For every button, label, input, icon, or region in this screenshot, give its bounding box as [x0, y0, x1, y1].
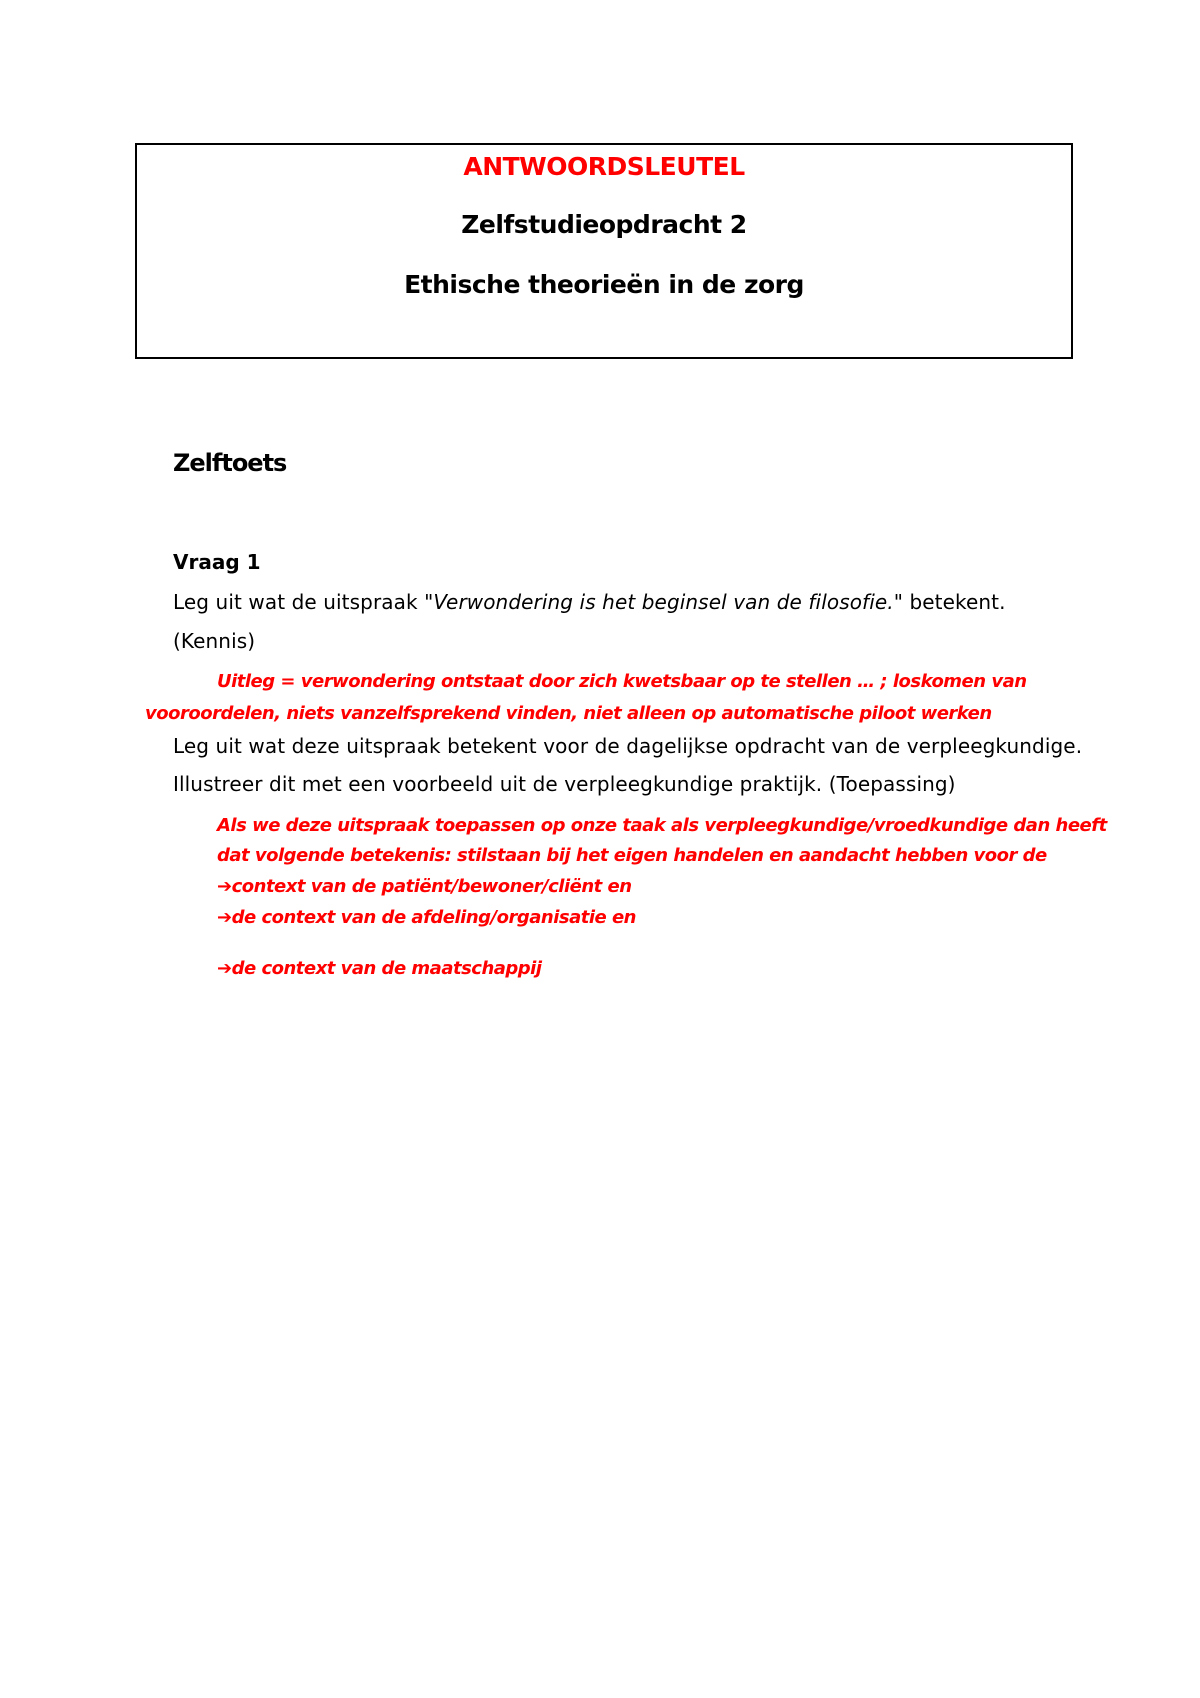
question-line-1-prefix: Leg uit wat de uitspraak — [173, 590, 425, 614]
question-line-1 — [173, 590, 1006, 614]
assignment-title: Zelfstudieopdracht 2 — [461, 210, 747, 239]
answer-1-line-1: Uitleg = verwondering ontstaat door zich kwetsbaar op te stellen … ; loskomen van — [217, 671, 1027, 692]
arrow-right-icon: ➔ — [217, 958, 232, 979]
answer-bullet-2-text: de context van de afdeling/organisatie en — [231, 907, 636, 928]
answer-2-line-1: Als we deze uitspraak toepassen op onze taak als verpleegkundige/vroedkundige dan heeft — [217, 815, 1107, 836]
answer-bullet-3-text: de context van de maatschappij — [231, 958, 542, 979]
topic-title: Ethische theorieën in de zorg — [404, 270, 804, 299]
answer-bullet-2 — [217, 907, 636, 928]
question-line-1-suffix: betekent. — [903, 590, 1006, 614]
arrow-right-icon: ➔ — [217, 907, 232, 928]
section-heading: Zelftoets — [173, 449, 287, 477]
answer-2-line-2: dat volgende betekenis: stilstaan bij het eigen handelen en aandacht hebben voor de — [217, 845, 1047, 866]
arrow-right-icon: ➔ — [217, 876, 232, 897]
title-box — [135, 143, 1073, 359]
answer-bullet-3 — [217, 958, 542, 979]
question-heading: Vraag 1 — [173, 550, 261, 574]
question-line-3: Leg uit wat deze uitspraak betekent voor de dagelijkse opdracht van de verpleegkundige. — [173, 734, 1083, 758]
answer-bullet-1 — [217, 876, 632, 897]
answer-bullet-1-text: context van de patiënt/bewoner/cliënt en — [231, 876, 632, 897]
answer-key-label: ANTWOORDSLEUTEL — [463, 152, 745, 181]
question-line-4: Illustreer dit met een voorbeeld uit de verpleegkundige praktijk. (Toepassing) — [173, 772, 956, 796]
answer-1-line-2: vooroordelen, niets vanzelfsprekend vinden, niet alleen op automatische piloot werken — [145, 703, 992, 724]
question-level-knowledge: (Kennis) — [173, 629, 256, 653]
question-quote: "Verwondering is het beginsel van de filosofie." — [424, 590, 904, 614]
